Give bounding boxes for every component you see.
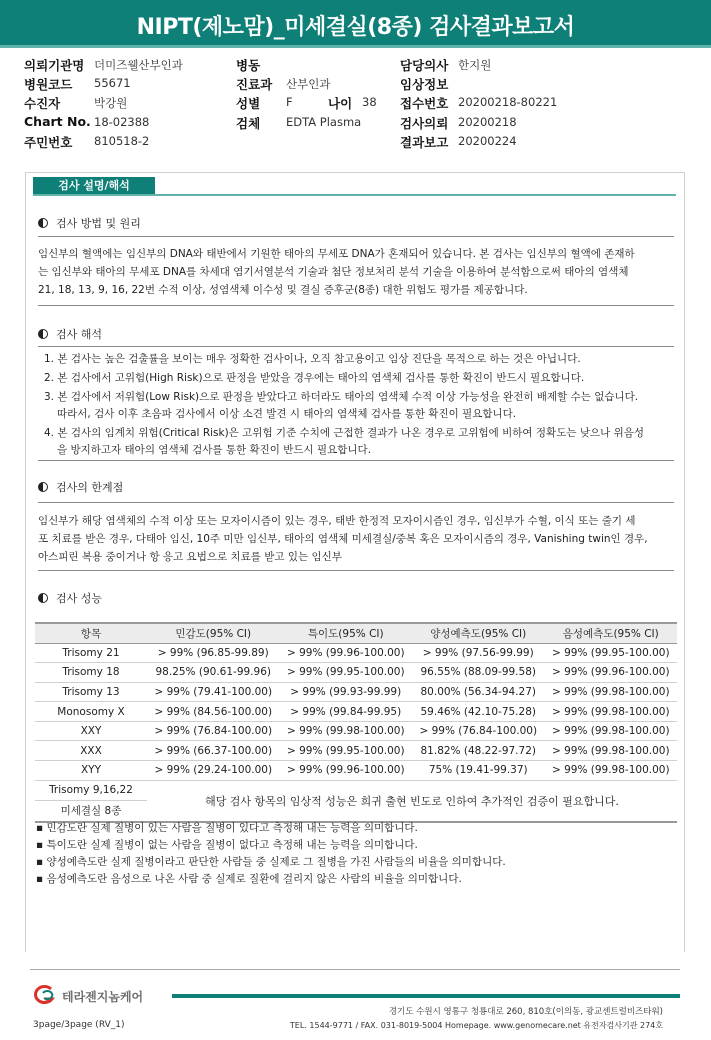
table-cell: 59.46% (42.10-75.28) [412, 702, 545, 722]
doctor-label: 담당의사 [400, 58, 449, 73]
dept-label: 진료과 [236, 77, 273, 92]
half-circle-icon [38, 593, 48, 603]
table-cell: > 99% (99.98-100.00) [545, 702, 678, 722]
table-cell: Trisomy 13 [35, 682, 147, 702]
method-line: 21, 18, 13, 9, 16, 22번 수적 이상, 성염색체 이수성 및 결실 증후군(8종) 대한 위험도 평가를 제공합니다. [38, 284, 528, 296]
table-cell: > 99% (99.93-99.99) [280, 682, 413, 702]
table-cell: > 99% (99.96-100.00) [545, 663, 678, 683]
age-label: 나이 [328, 96, 353, 111]
table-row [35, 741, 677, 761]
column-header: 특이도(95% CI) [280, 623, 413, 643]
table-row [35, 682, 677, 702]
receiver-label: 수진자 [24, 96, 61, 111]
table-row [35, 761, 677, 781]
table-cell: Trisomy 18 [35, 663, 147, 683]
hospital-code-value: 55671 [94, 76, 131, 90]
limitation-line: 포 치료를 받은 경우, 다태아 임신, 10주 미만 임신부, 태아의 염색체 미세결실/중복 혹은 모자이시즘의 경우, Vanishing twin인 경우, [38, 533, 648, 545]
sex-value: F [286, 95, 293, 109]
table-cell: > 99% (99.98-100.00) [545, 741, 678, 761]
hospital-code-label: 병원코드 [24, 77, 73, 92]
table-cell: > 99% (99.84-99.95) [280, 702, 413, 722]
note-label: Trisomy 9,16,22 [35, 781, 147, 801]
table-cell: XXY [35, 721, 147, 741]
table-cell: > 99% (99.95-100.00) [280, 741, 413, 761]
list-item: ▪ 민감도란 실제 질병이 있는 사람을 질병이 있다고 측정해 내는 능력을 의미합니다. [36, 822, 418, 834]
list-item: 1. 본 검사는 높은 검출률을 보이는 매우 정확한 검사이나, 오직 참고용이고 임상 진단을 목적으로 하는 것은 아닙니다. [44, 353, 581, 365]
table-cell: > 99% (76.84-100.00) [412, 721, 545, 741]
column-header: 민감도(95% CI) [147, 623, 280, 643]
resident-value: 810518-2 [94, 134, 150, 148]
table-cell: > 99% (66.37-100.00) [147, 741, 280, 761]
table-cell: XXX [35, 741, 147, 761]
performance-table [35, 622, 677, 823]
method-line: 임신부의 혈액에는 임신부의 DNA와 태반에서 기원한 태아의 무세포 DNA가 혼재되어 있습니다. 본 검사는 임신부의 혈액에 존재하 [38, 248, 635, 260]
divider [38, 305, 674, 306]
divider [38, 236, 674, 237]
table-cell: > 99% (99.98-100.00) [545, 761, 678, 781]
half-circle-icon [38, 329, 48, 339]
table-row [35, 721, 677, 741]
table-cell: > 99% (99.98-100.00) [280, 721, 413, 741]
table-row [35, 702, 677, 722]
age-value: 38 [362, 95, 377, 109]
table-cell: 80.00% (56.34-94.27) [412, 682, 545, 702]
report-title: NIPT(제노맘)_미세결실(8종) 검사결과보고서 [136, 15, 575, 40]
genome-logo-icon [31, 985, 59, 1005]
table-cell [35, 780, 147, 822]
accession-label: 접수번호 [400, 96, 449, 111]
list-item: 을 방지하고자 태아의 염색체 검사를 통한 확진이 반드시 필요합니다. [57, 444, 372, 456]
table-cell: > 99% (99.95-100.00) [280, 663, 413, 683]
footer-accent-bar [172, 994, 680, 998]
table-cell: > 99% (84.56-100.00) [147, 702, 280, 722]
table-note-row [35, 780, 677, 822]
table-cell: > 99% (96.85-99.89) [147, 643, 280, 663]
table-cell: 96.55% (88.09-99.58) [412, 663, 545, 683]
report-date-value: 20200224 [458, 134, 517, 148]
sex-label: 성별 [236, 96, 261, 111]
table-cell: 81.82% (48.22-97.72) [412, 741, 545, 761]
list-item: ▪ 음성예측도란 음성으로 나온 사람 중 실제로 질환에 걸리지 않은 사람의 비율을 의미합니다. [36, 873, 462, 885]
table-cell: > 99% (29.24-100.00) [147, 761, 280, 781]
table-cell: Monosomy X [35, 702, 147, 722]
table-row [35, 643, 677, 663]
list-item: 2. 본 검사에서 고위험(High Risk)으로 판정을 받았을 경우에는 태아의 염색체 검사를 통한 확진이 반드시 필요합니다. [44, 372, 585, 384]
divider [38, 346, 674, 347]
report-header [0, 0, 711, 48]
chart-label: Chart No. [24, 114, 91, 129]
resident-label: 주민번호 [24, 135, 73, 150]
limitation-line: 임신부가 해당 염색체의 수적 이상 또는 모자이시즘이 있는 경우, 태반 한정적 모자이시즘인 경우, 임신부가 수혈, 이식 또는 줄기 세 [38, 515, 636, 527]
table-cell: > 99% (99.98-100.00) [545, 682, 678, 702]
page-number: 3page/3page (RV_1) [33, 1020, 125, 1030]
table-cell: XYY [35, 761, 147, 781]
list-item: ▪ 양성예측도란 실제 질병이라고 판단한 사람들 중 실제로 그 질병을 가진 사람들의 비율을 의미합니다. [36, 856, 506, 868]
note-text: 해당 검사 항목의 임상적 성능은 희귀 출현 빈도로 인하여 추가적인 검증이 필요합니다. [147, 780, 677, 822]
column-header: 음성예측도(95% CI) [545, 623, 678, 643]
column-header: 양성예측도(95% CI) [412, 623, 545, 643]
company-name: 테라젠지놈케어 [62, 990, 144, 1004]
patient-info [24, 56, 704, 156]
dept-value: 산부인과 [286, 77, 331, 91]
table-header-row [35, 623, 677, 643]
limitation-heading [38, 479, 123, 495]
table-cell: > 99% (79.41-100.00) [147, 682, 280, 702]
table-cell: > 99% (76.84-100.00) [147, 721, 280, 741]
table-cell: 75% (19.41-99.37) [412, 761, 545, 781]
list-item: 3. 본 검사에서 저위험(Low Risk)으로 판정을 받았다고 하더라도 태아의 염색체 수적 이상 가능성을 완전히 배제할 수는 없습니다. [44, 391, 639, 403]
method-heading-text: 검사 방법 및 원리 [56, 217, 141, 230]
method-text [38, 245, 674, 299]
request-value: 20200218 [458, 115, 517, 129]
receiver-value: 박강원 [94, 96, 128, 110]
divider [38, 502, 674, 503]
note-label: 미세결실 8종 [60, 804, 122, 817]
accession-value: 20200218-80221 [458, 95, 558, 109]
table-cell: 98.25% (90.61-99.96) [147, 663, 280, 683]
list-item: ▪ 특이도란 실제 질병이 없는 사람을 질병이 없다고 측정해 내는 능력을 의미합니다. [36, 839, 418, 851]
institution-label: 의뢰기관명 [24, 58, 85, 73]
limitation-heading-text: 검사의 한계점 [56, 481, 124, 494]
institution-value: 더미즈웰산부인과 [94, 58, 183, 72]
limitation-line: 아스피린 복용 중이거나 항 응고 요법으로 치료를 받고 있는 임신부 [38, 551, 342, 563]
limitation-text [38, 512, 674, 566]
table-cell: > 99% (99.96-100.00) [280, 643, 413, 663]
report-date-label: 결과보고 [400, 135, 449, 150]
company-address: 경기도 수원시 영통구 청룡대로 260, 810호(이의동, 광교센트럴비즈타워) [388, 1007, 663, 1017]
clinical-label: 임상정보 [400, 77, 449, 92]
half-circle-icon [38, 218, 48, 228]
table-cell: Trisomy 21 [35, 643, 147, 663]
divider [38, 570, 674, 571]
half-circle-icon [38, 482, 48, 492]
doctor-value: 한지원 [458, 58, 492, 72]
table-row [35, 663, 677, 683]
performance-heading [38, 590, 102, 606]
interpretation-heading-text: 검사 해석 [56, 328, 103, 341]
table-cell: > 99% (99.98-100.00) [545, 721, 678, 741]
table-cell: > 99% (99.95-100.00) [545, 643, 678, 663]
specimen-value: EDTA Plasma [286, 115, 362, 129]
divider [38, 460, 674, 461]
method-line: 는 임신부와 태아의 무세포 DNA를 차세대 염기서열분석 기술과 첨단 정보처리 분석 기술을 이용하여 분석함으로써 태아의 염색체 [38, 266, 629, 278]
method-heading [38, 215, 141, 231]
table-cell: > 99% (97.56-99.99) [412, 643, 545, 663]
section-divider [33, 194, 676, 196]
list-item: 따라서, 검사 이후 초음파 검사에서 이상 소견 발견 시 태아의 염색체 검사를 통한 확진이 필요합니다. [57, 408, 517, 420]
chart-value: 18-02388 [94, 115, 150, 129]
table-cell: > 99% (99.96-100.00) [280, 761, 413, 781]
interpretation-heading [38, 326, 102, 342]
company-contact: TEL. 1544-9771 / FAX. 031-8019-5004 Homepage. www.genomecare.net 유전자검사기관 274호 [289, 1021, 663, 1030]
request-label: 검사의뢰 [400, 116, 449, 131]
section-tab: 검사 설명/해석 [33, 177, 155, 194]
footer-divider [30, 969, 680, 970]
definitions-list [36, 820, 676, 888]
performance-heading-text: 검사 성능 [56, 592, 103, 605]
list-item: 4. 본 검사의 임계치 위험(Critical Risk)은 고위험 기준 수치에 근접한 결과가 나온 경우로 고위험에 비하여 정확도는 낮으나 위음성 [44, 427, 645, 439]
ward-label: 병동 [236, 58, 261, 73]
specimen-label: 검체 [236, 116, 261, 131]
column-header: 항목 [35, 623, 147, 643]
